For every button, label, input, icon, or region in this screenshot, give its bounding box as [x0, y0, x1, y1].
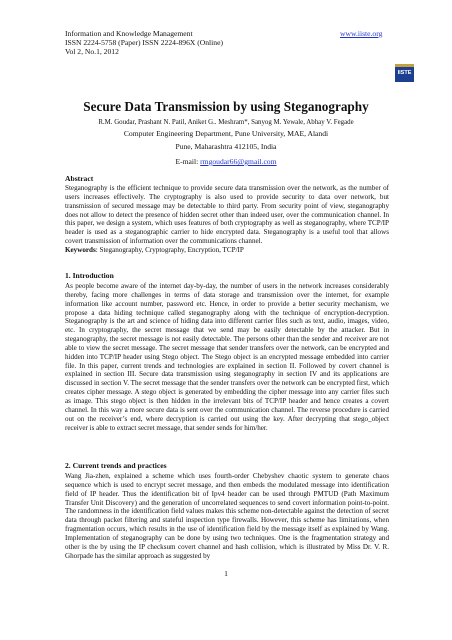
- paper-title: Secure Data Transmission by using Steganography: [83, 99, 369, 114]
- author-list: R.M. Goudar, Prashant N. Patil, Aniket G.. Meshram*, Sanyog M. Yewale, Abhay V. Fegade: [98, 119, 354, 126]
- section-heading: 1. Introduction: [65, 271, 114, 280]
- section-heading: 2. Current trends and practices: [65, 461, 167, 470]
- section-text: As people become aware of the internet day-by-day, the number of users in the network increases considerably thereby, facing more challenges in terms of data storage and transmission over the internet, for example information like account number, password etc. Hence, in order to provide a better security mechanism, we propose a data hiding technique called steganography along with the technique of encryption-decryption. Steganography is the art and science of hiding data into different carrier files such as text, audio, images, video, etc. In cryptography, the secret message that we send may be easily detectable by the attacker. But in steganography, the secret message is not easily detectable. The persons other than the sender and receiver are not able to view the secret message. The secret message that sender transfers over the network, can be encrypted and hidden into TCP/IP header using Stego object. The Stego object is an encrypted message embedded into carrier file. In this paper, current trends and technologies are explained in section II. Followed by covert channel is explained in section III. Secure data transmission using steganography in section IV and its applications are discussed in section V. The secret message that the sender transfers over the network can be encrypted first, which creates cipher message. A stego object is generated by embedding the cipher message into any carrier files such as image. This stego object is then hidden in the irrelevant bits of TCP/IP header and hence creates a covert channel. In this way a more secure data is sent over the communication channel. The reverse procedure is carried out on the receiver’s end, where decryption is carried out using the key. After decrypting that stego_object receiver is able to extract secret message, that sender sends for him/her.: [65, 282, 389, 432]
- iiste-logo: [395, 64, 414, 82]
- logo-gold-strip: [395, 64, 414, 67]
- email-link[interactable]: rmgoudar66@gmail.com: [200, 157, 277, 166]
- abstract-text: Steganography is the efficient technique to provide secure data transmission over the network, as the number of users increases effectively. The cryptography is also used to provide security to data over network, but transmission of secured message may be detectable to third party. From security point of view, steganography does not allow to detect the presence of hidden secret other than indeed user, over the communication channel. In this paper, we design a system, which uses features of both cryptography as well as steganography, where TCP/IP header is used as a steganographic carrier to hide encrypted data. Steganography is a useful tool that allows covert transmission of information over the communications channel.: [65, 184, 389, 246]
- email-label: E-mail:: [175, 157, 199, 166]
- logo-text: IISTE: [397, 70, 412, 76]
- journal-name: Information and Knowledge Management: [65, 29, 193, 38]
- website-link[interactable]: www.iiste.org: [340, 29, 383, 38]
- affiliation: Computer Engineering Department, Pune University, MAE, Alandi: [123, 129, 329, 138]
- email-line: [0, 157, 452, 166]
- location: Pune, Maharashtra 412105, India: [175, 142, 277, 151]
- keywords-text: : Steganography, Cryptography, Encryption, TCP/IP: [95, 246, 244, 254]
- abstract-heading: Abstract: [65, 174, 94, 183]
- abstract-body: [65, 184, 389, 246]
- section-body: [65, 282, 389, 432]
- keywords-label: Keywords: [65, 246, 96, 254]
- issn-line: ISSN 2224-5758 (Paper) ISSN 2224-896X (Online): [65, 38, 223, 47]
- volume-line: Vol 2, No.1, 2012: [65, 47, 119, 56]
- keywords-line: [65, 246, 389, 255]
- section-body: [65, 472, 389, 560]
- section-text: Wang Jia-zhen, explained a scheme which uses fourth-order Chebyshev chaotic system to generate chaos sequence which is used to encrypt secret message, and then embeds the modulated message into identification field of IP header. Thus the identification bit of Ipv4 header can be used through PMTUD (Path Maximum Transfer Unit Discovery) and the generation of uncorrelated sequences to send covert information point-to-point. The randomness in the identification field values makes this scheme non-detectable against the detection of secret data through packet filtering and stateful inspection type firewalls. However, this scheme has limitations, when fragmentation occurs, which results in the use of identification field by the message itself as explained by Wang. Implementation of steganography can be done by using two techniques. One is the fragmentation strategy and other is the by using the IP checksum covert channel and hash collision, which is illustrated by Miss Dr. V. R. Ghorpade has the similar approach as suggested by: [65, 472, 389, 560]
- page-number: 1: [224, 569, 228, 578]
